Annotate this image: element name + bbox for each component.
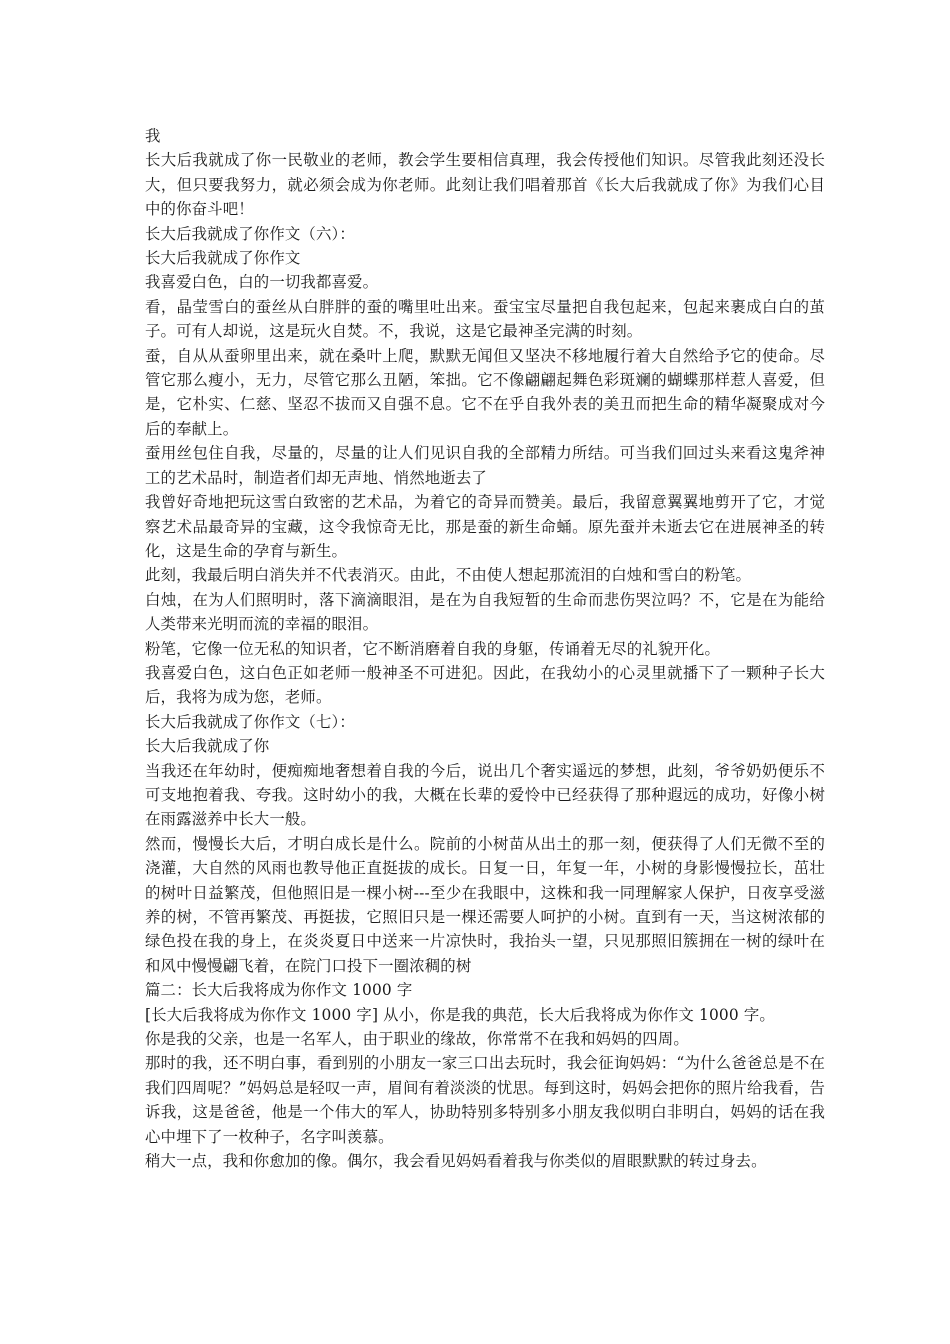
paragraph: 蚕用丝包住自我，尽量的，尽量的让人们见识自我的全部精力所结。可当我们回过头来看这鬼斧神工的艺术品时，制造者们却无声地、悄然地逝去了 bbox=[145, 444, 825, 487]
section-heading: 长大后我就成了你作文（七）： bbox=[145, 712, 355, 731]
paragraph: [长大后我将成为你作文 1000 字] 从小，你是我的典范，长大后我将成为你作文 1000 字。 bbox=[145, 1005, 775, 1024]
paragraph: 白烛，在为人们照明时，落下滴滴眼泪，是在为自我短暂的生命而悲伤哭泣吗？不，它是在为能给人类带来光明而流的幸福的眼泪。 bbox=[145, 590, 825, 634]
essay-title: 长大后我就成了你作文 bbox=[145, 249, 301, 268]
document-body bbox=[145, 124, 825, 1173]
section-heading: 长大后我就成了你作文（六）： bbox=[145, 224, 355, 243]
paragraph: 稍大一点，我和你愈加的像。偶尔，我会看见妈妈看着我与你类似的眉眼默默的转过身去。 bbox=[145, 1152, 767, 1171]
paragraph: 然而，慢慢长大后，才明白成长是什么。院前的小树苗从出土的那一刻，便获得了人们无微不至的浇灌，大自然的风雨也教导他正直挺拔的成长。日复一日，年复一年，小树的身影慢慢拉长，茁壮的树叶日益繁茂，但他照旧是一棵小树---至少在我眼中，这株和我一同理解家人保护，日夜享受滋养的树，不管再繁茂、再挺拔，它照旧只是一棵还需要人呵护的小树。直到有一天，当这树浓郁的绿色投在我的身上，在炎炎夏日中送来一片凉快时，我抬头一望，只见那照旧簇拥在一树的绿叶在和风中慢慢翩飞着，在院门口投下一圈浓稠的树 bbox=[145, 834, 825, 975]
paragraph: 蚕，自从从蚕卵里出来，就在桑叶上爬，默默无闻但又坚决不移地履行着大自然给予它的使命。尽管它那么瘦小，无力，尽管它那么丑陋，笨拙。它不像翩翩起舞色彩斑斓的蝴蝶那样惹人喜爱，但是，它朴实、仁慈、坚忍不拔而又自强不息。它不在乎自我外表的美丑而把生命的精华凝聚成对今后的奉献上。 bbox=[145, 346, 825, 438]
paragraph: 那时的我，还不明白事，看到别的小朋友一家三口出去玩时，我会征询妈妈：“为什么爸爸总是不在我们四周呢？”妈妈总是轻叹一声，眉间有着淡淡的忧思。每到这时，妈妈会把你的照片给我看，告诉我，这是爸爸，他是一个伟大的军人，协助特别多特别多小朋友我似明白非明白，妈妈的话在我心中埋下了一枚种子，名字叫羡慕。 bbox=[145, 1054, 825, 1146]
paragraph: 此刻，我最后明白消失并不代表消灭。由此，不由使人想起那流泪的白烛和雪白的粉笔。 bbox=[145, 566, 752, 585]
paragraph: 长大后我就成了你一民敬业的老师，教会学生要相信真理，我会传授他们知识。尽管我此刻还没长大，但只要我努力，就必须会成为你老师。此刻让我们唱着那首《长大后我就成了你》为我们心目中的你奋斗吧！ bbox=[145, 151, 825, 219]
paragraph: 看，晶莹雪白的蚕丝从白胖胖的蚕的嘴里吐出来。蚕宝宝尽量把自我包起来，包起来裹成白白的茧子。可有人却说，这是玩火自焚。不，我说，这是它最神圣完满的时刻。 bbox=[145, 297, 825, 341]
paragraph: 当我还在年幼时，便痴痴地奢想着自我的今后，说出几个奢实遥远的梦想，此刻，爷爷奶奶便乐不可支地抱着我、夸我。这时幼小的我，大概在长辈的爱怜中已经获得了那种遐远的成功，好像小树在雨露滋养中长大一般。 bbox=[145, 761, 825, 829]
paragraph: 我 bbox=[145, 127, 161, 145]
section-heading: 篇二：长大后我将成为你作文 1000 字 bbox=[145, 981, 413, 1000]
paragraph: 你是我的父亲，也是一名军人，由于职业的缘故，你常常不在我和妈妈的四周。 bbox=[145, 1030, 689, 1049]
paragraph: 我曾好奇地把玩这雪白致密的艺术品，为着它的奇异而赞美。最后，我留意翼翼地剪开了它，才觉察艺术品最奇异的宝藏，这令我惊奇无比，那是蚕的新生命蛹。原先蚕并未逝去它在进展神圣的转化，这是生命的孕育与新生。 bbox=[145, 493, 825, 560]
essay-title: 长大后我就成了你 bbox=[145, 737, 270, 756]
paragraph: 我喜爱白色，白的一切我都喜爱。 bbox=[145, 273, 379, 292]
paragraph: 粉笔，它像一位无私的知识者，它不断消磨着自我的身躯，传诵着无尽的礼貌开化。 bbox=[145, 639, 721, 658]
paragraph: 我喜爱白色，这白色正如老师一般神圣不可进犯。因此，在我幼小的心灵里就播下了一颗种子长大后，我将为成为您，老师。 bbox=[145, 663, 825, 707]
